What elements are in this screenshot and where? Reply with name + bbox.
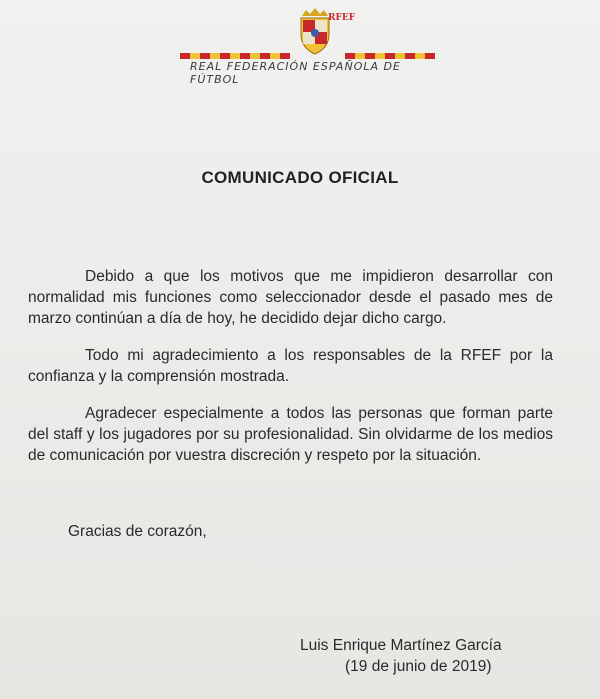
flag-stripe-segment [375,53,385,59]
flag-stripe-segment [210,53,220,59]
signature-date: (19 de junio de 2019) [345,658,492,675]
paragraph-1: Debido a que los motivos que me impidieron desarrollar con normalidad mis funciones como seleccionador desde el pasado mes de marzo continúan a día de hoy, he decidido dejar dicho cargo. [28,268,553,327]
flag-stripe-segment [270,53,280,59]
flag-stripe-segment [395,53,405,59]
organization-name: REAL FEDERACIÓN ESPAÑOLA DE FÚTBOL [190,60,401,86]
flag-stripe-segment [220,53,230,59]
flag-stripe-segment [200,53,210,59]
flag-stripe-segment [415,53,425,59]
flag-stripe-segment [240,53,250,59]
flag-stripe-segment [190,53,200,59]
flag-stripe-segment [250,53,260,59]
flag-stripe-segment [425,53,435,59]
flag-stripe-segment [280,53,290,59]
flag-stripe-right [345,46,440,52]
signature-name: Luis Enrique Martínez García [300,637,502,654]
flag-stripe-segment [180,53,190,59]
paragraph-2: Todo mi agradecimiento a los responsables de la RFEF por la confianza y la comprensión mostrada. [28,347,553,385]
closing-line: Gracias de corazón, [68,523,207,540]
flag-stripe-segment [230,53,240,59]
flag-stripe-segment [260,53,270,59]
flag-stripe-segment [385,53,395,59]
letterhead [0,0,600,90]
paragraph-3: Agradecer especialmente a todos las personas que forman parte del staff y los jugadores por su profesionalidad. Sin olvidarme de los medios de comunicación por vuestra discreción y respeto por la situación. [28,405,553,464]
flag-stripe-segment [345,53,355,59]
rfef-crest-icon [284,6,356,58]
flag-stripe-segment [355,53,365,59]
flag-stripe-left [180,46,290,52]
svg-text:RFEF: RFEF [328,13,356,23]
flag-stripe-segment [405,53,415,59]
document-title: COMUNICADO OFICIAL [201,168,399,187]
flag-stripe-segment [365,53,375,59]
